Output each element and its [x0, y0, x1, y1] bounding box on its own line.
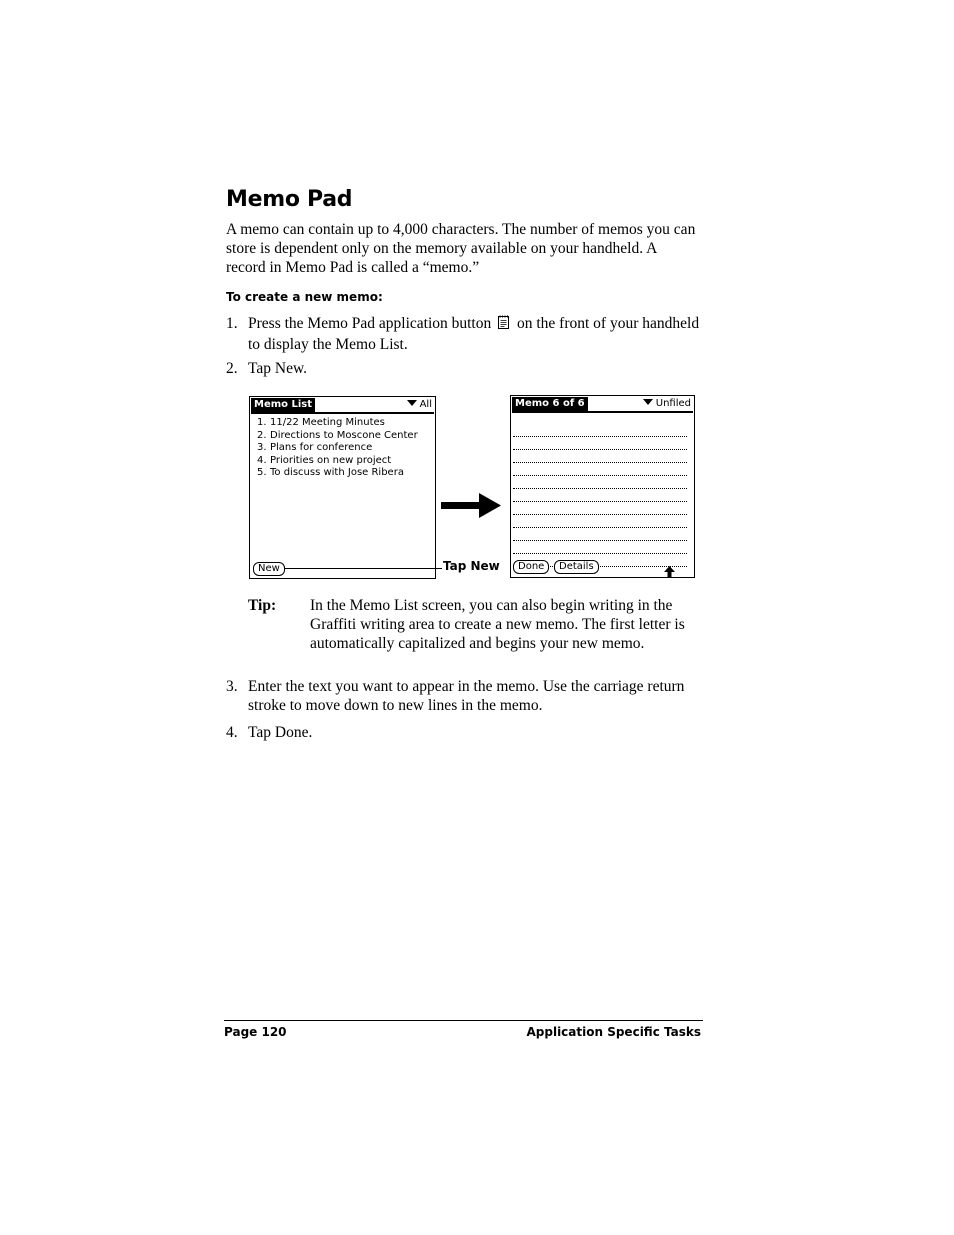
callout-leader-line [284, 568, 442, 569]
list-item[interactable] [257, 455, 418, 468]
step-text: Tap New. [248, 360, 308, 377]
ruled-line [513, 515, 687, 528]
tip-label: Tip: [248, 597, 277, 614]
list-item[interactable] [257, 467, 418, 480]
details-button[interactable]: Details [554, 560, 599, 574]
list-item-number: 4. [257, 454, 267, 466]
list-item-number: 2. [257, 429, 267, 441]
step-number: 4. [226, 724, 238, 741]
list-item-text: Plans for conference [270, 442, 373, 453]
memo-edit-title-bar [512, 397, 693, 413]
tap-new-callout: Tap New [443, 559, 500, 573]
ruled-line [513, 476, 687, 489]
up-arrow-icon[interactable] [664, 562, 675, 581]
page-number: Page 120 [224, 1025, 287, 1039]
footer-rule [224, 1020, 703, 1021]
list-item-text: To discuss with Jose Ribera [270, 467, 404, 478]
list-item-text: 11/22 Meeting Minutes [270, 417, 385, 428]
category-label: Unfiled [655, 398, 691, 409]
list-item-number: 1. [257, 417, 267, 428]
ruled-line [513, 450, 687, 463]
memo-edit-title: Memo 6 of 6 [512, 397, 588, 411]
ruled-line [513, 437, 687, 450]
list-item-number: 5. [257, 467, 267, 478]
tip-text: In the Memo List screen, you can also begin writing in the Graffiti writing area to create a new memo. The first letter is automatically capitalized and begins your new memo. [310, 597, 685, 652]
memo-edit-screen [510, 395, 695, 578]
list-item[interactable] [257, 430, 418, 443]
list-item-number: 3. [257, 442, 267, 453]
ruled-line [513, 463, 687, 476]
ruled-line [513, 528, 687, 541]
step-number: 3. [226, 678, 238, 695]
memo-list-screen [249, 396, 436, 579]
section-title: Memo Pad [226, 187, 353, 212]
step-number: 1. [226, 315, 238, 332]
step-text-after-icon: on the front of your handheld to display the Memo List. [248, 315, 700, 353]
procedure-heading: To create a new memo: [226, 290, 383, 304]
list-item-text: Priorities on new project [270, 454, 392, 466]
ruled-line [513, 502, 687, 515]
done-button[interactable]: Done [513, 560, 549, 574]
step-text: Enter the text you want to appear in the memo. Use the carriage return stroke to move down to new lines in the memo. [248, 678, 685, 714]
memo-list [257, 417, 418, 480]
step-text-before-icon: Press the Memo Pad application button [248, 315, 492, 332]
category-picker[interactable] [643, 397, 691, 411]
list-item-text: Directions to Moscone Center [270, 429, 418, 441]
category-picker[interactable] [407, 398, 432, 412]
dropdown-triangle-icon [407, 400, 417, 406]
step-text [248, 314, 708, 354]
memo-list-title-bar [251, 398, 434, 414]
memo-list-title: Memo List [251, 398, 315, 412]
memo-pad-icon [497, 314, 511, 335]
category-label: All [419, 399, 432, 410]
ruled-line [513, 489, 687, 502]
right-arrow-icon [441, 492, 503, 525]
list-item[interactable] [257, 417, 418, 430]
memo-text-area[interactable] [513, 424, 687, 567]
new-button[interactable]: New [253, 562, 285, 576]
chapter-title: Application Specific Tasks [526, 1025, 701, 1039]
list-item[interactable] [257, 442, 418, 455]
ruled-line [513, 541, 687, 554]
step-number: 2. [226, 360, 238, 377]
step-text: Tap Done. [248, 724, 313, 741]
ruled-line [513, 424, 687, 437]
intro-paragraph: A memo can contain up to 4,000 characters. The number of memos you can store is dependent only on the memory available on your handheld. A record in Memo Pad is called a “memo.” [226, 221, 696, 276]
dropdown-triangle-icon [643, 399, 653, 405]
